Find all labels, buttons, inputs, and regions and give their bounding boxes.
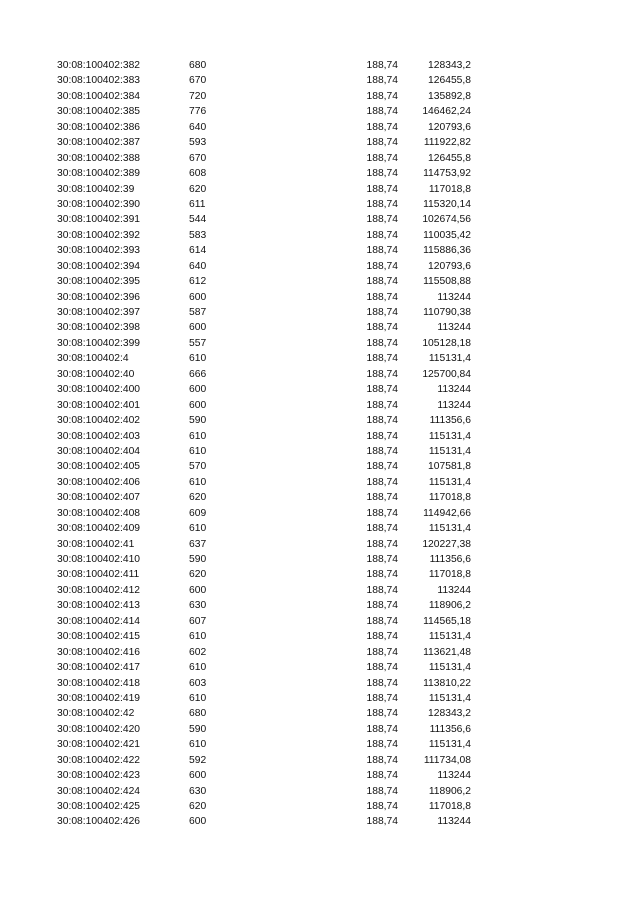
unit-price-cell: 188,74 — [366, 214, 398, 226]
quantity-cell: 610 — [189, 353, 207, 365]
unit-price-cell: 188,74 — [366, 801, 398, 812]
cadastral-number-cell: 30:08:100402:410 — [57, 554, 141, 565]
quantity-cell: 610 — [189, 445, 207, 457]
table-row — [0, 58, 640, 73]
quantity-cell: 608 — [189, 168, 207, 180]
table-row — [0, 691, 640, 706]
unit-price-cell: 188,74 — [366, 770, 398, 782]
table-row — [0, 290, 640, 305]
table-row — [0, 73, 640, 88]
cadastral-number-cell: 30:08:100402:412 — [57, 584, 141, 596]
table-row — [0, 459, 640, 474]
quantity-cell: 640 — [189, 121, 207, 133]
table-row — [0, 243, 640, 258]
cadastral-number-cell: 30:08:100402:389 — [57, 168, 141, 180]
total-value-cell: 115886,36 — [423, 245, 471, 257]
table-row — [0, 382, 640, 397]
table-row — [0, 506, 640, 521]
table-row — [0, 706, 640, 721]
total-value-cell: 117018,8 — [428, 492, 471, 504]
unit-price-cell: 188,74 — [366, 430, 398, 442]
cadastral-number-cell: 30:08:100402:405 — [57, 461, 141, 473]
table-row — [0, 197, 640, 212]
unit-price-cell: 188,74 — [366, 476, 398, 488]
unit-price-cell: 188,74 — [366, 384, 398, 396]
cadastral-number-cell: 30:08:100402:398 — [57, 322, 141, 334]
unit-price-cell: 188,74 — [366, 785, 398, 797]
table-row — [0, 351, 640, 366]
total-value-cell: 113244 — [437, 584, 471, 596]
unit-price-cell: 188,74 — [366, 754, 398, 766]
total-value-cell: 126455,8 — [428, 75, 471, 87]
cadastral-number-cell: 30:08:100402:413 — [57, 600, 141, 612]
table-row — [0, 722, 640, 737]
table-row — [0, 660, 640, 675]
unit-price-cell: 188,74 — [366, 692, 398, 704]
cadastral-number-cell: 30:08:100402:385 — [57, 106, 141, 118]
cadastral-number-cell: 30:08:100402:411 — [57, 569, 140, 581]
table-row — [0, 166, 640, 181]
cadastral-number-cell: 30:08:100402:421 — [57, 739, 141, 751]
cadastral-number-cell: 30:08:100402:384 — [57, 90, 141, 102]
cadastral-number-cell: 30:08:100402:387 — [57, 137, 141, 149]
unit-price-cell: 188,74 — [366, 353, 398, 365]
cadastral-number-cell: 30:08:100402:391 — [57, 214, 141, 226]
cadastral-number-cell: 30:08:100402:396 — [57, 291, 141, 303]
total-value-cell: 115131,4 — [428, 523, 471, 535]
table-row — [0, 552, 640, 567]
cadastral-number-cell: 30:08:100402:406 — [57, 476, 141, 488]
total-value-cell: 110035,42 — [423, 229, 471, 241]
quantity-cell: 570 — [189, 461, 207, 473]
quantity-cell: 614 — [189, 245, 207, 257]
total-value-cell: 111356,6 — [429, 554, 471, 565]
quantity-cell: 600 — [189, 399, 207, 411]
quantity-cell: 640 — [189, 260, 207, 272]
unit-price-cell: 188,74 — [366, 816, 398, 828]
quantity-cell: 590 — [189, 723, 207, 735]
table-row — [0, 182, 640, 197]
unit-price-cell: 188,74 — [366, 60, 398, 71]
table-row — [0, 567, 640, 582]
quantity-cell: 603 — [189, 677, 207, 689]
unit-price-cell: 188,74 — [366, 245, 398, 257]
table-row — [0, 444, 640, 459]
unit-price-cell: 188,74 — [366, 584, 398, 596]
total-value-cell: 113244 — [437, 322, 471, 334]
total-value-cell: 115320,14 — [423, 198, 471, 210]
unit-price-cell: 188,74 — [366, 538, 398, 550]
table-row — [0, 336, 640, 351]
unit-price-cell: 188,74 — [366, 461, 398, 473]
total-value-cell: 118906,2 — [428, 600, 471, 612]
table-row — [0, 614, 640, 629]
table-row — [0, 367, 640, 382]
quantity-cell: 610 — [189, 523, 207, 535]
unit-price-cell: 188,74 — [366, 260, 398, 272]
total-value-cell: 128343,2 — [428, 60, 471, 71]
table-row — [0, 89, 640, 104]
cadastral-number-cell: 30:08:100402:386 — [57, 121, 141, 133]
total-value-cell: 114753,92 — [423, 168, 471, 180]
data-table — [0, 58, 640, 830]
quantity-cell: 637 — [189, 538, 207, 550]
quantity-cell: 610 — [189, 692, 207, 704]
table-row — [0, 135, 640, 150]
total-value-cell: 120793,6 — [428, 121, 471, 133]
total-value-cell: 111356,6 — [429, 723, 471, 735]
quantity-cell: 620 — [189, 492, 207, 504]
cadastral-number-cell: 30:08:100402:407 — [57, 492, 141, 504]
cadastral-number-cell: 30:08:100402:423 — [57, 770, 141, 782]
table-row — [0, 645, 640, 660]
cadastral-number-cell: 30:08:100402:42 — [57, 708, 135, 720]
cadastral-number-cell: 30:08:100402:417 — [57, 662, 141, 674]
table-row — [0, 320, 640, 335]
unit-price-cell: 188,74 — [366, 631, 398, 643]
quantity-cell: 610 — [189, 430, 207, 442]
unit-price-cell: 188,74 — [366, 415, 398, 427]
table-row — [0, 737, 640, 752]
unit-price-cell: 188,74 — [366, 368, 398, 380]
table-row — [0, 151, 640, 166]
unit-price-cell: 188,74 — [366, 569, 398, 581]
quantity-cell: 593 — [189, 137, 207, 149]
quantity-cell: 680 — [189, 60, 207, 71]
quantity-cell: 557 — [189, 337, 207, 349]
unit-price-cell: 188,74 — [366, 90, 398, 102]
quantity-cell: 620 — [189, 183, 207, 195]
quantity-cell: 600 — [189, 384, 207, 396]
unit-price-cell: 188,74 — [366, 322, 398, 334]
table-row — [0, 768, 640, 783]
unit-price-cell: 188,74 — [366, 445, 398, 457]
total-value-cell: 146462,24 — [422, 106, 471, 118]
table-row — [0, 598, 640, 613]
cadastral-number-cell: 30:08:100402:414 — [57, 615, 141, 627]
total-value-cell: 113244 — [437, 399, 471, 411]
unit-price-cell: 188,74 — [366, 291, 398, 303]
cadastral-number-cell: 30:08:100402:395 — [57, 276, 141, 288]
quantity-cell: 630 — [189, 785, 207, 797]
unit-price-cell: 188,74 — [366, 662, 398, 674]
total-value-cell: 113621,48 — [423, 646, 471, 658]
table-row — [0, 104, 640, 119]
cadastral-number-cell: 30:08:100402:415 — [57, 631, 141, 643]
quantity-cell: 610 — [189, 739, 207, 751]
total-value-cell: 125700,84 — [422, 368, 471, 380]
table-row — [0, 259, 640, 274]
cadastral-number-cell: 30:08:100402:397 — [57, 307, 141, 318]
cadastral-number-cell: 30:08:100402:420 — [57, 723, 141, 735]
cadastral-number-cell: 30:08:100402:425 — [57, 801, 141, 812]
unit-price-cell: 188,74 — [366, 137, 398, 149]
cadastral-number-cell: 30:08:100402:401 — [57, 399, 141, 411]
total-value-cell: 111356,6 — [429, 415, 471, 427]
quantity-cell: 612 — [189, 276, 207, 288]
unit-price-cell: 188,74 — [366, 492, 398, 504]
total-value-cell: 110790,38 — [423, 307, 471, 318]
cadastral-number-cell: 30:08:100402:41 — [57, 538, 135, 550]
table-row — [0, 429, 640, 444]
unit-price-cell: 188,74 — [366, 121, 398, 133]
total-value-cell: 115131,4 — [428, 430, 471, 442]
total-value-cell: 126455,8 — [428, 152, 471, 164]
quantity-cell: 600 — [189, 816, 207, 828]
quantity-cell: 602 — [189, 646, 207, 658]
total-value-cell: 115131,4 — [428, 476, 471, 488]
total-value-cell: 120793,6 — [428, 260, 471, 272]
total-value-cell: 128343,2 — [428, 708, 471, 720]
table-row — [0, 490, 640, 505]
cadastral-number-cell: 30:08:100402:4 — [57, 353, 129, 365]
quantity-cell: 600 — [189, 322, 207, 334]
cadastral-number-cell: 30:08:100402:408 — [57, 507, 141, 519]
total-value-cell: 107581,8 — [428, 461, 471, 473]
quantity-cell: 720 — [189, 90, 207, 102]
table-row — [0, 212, 640, 227]
unit-price-cell: 188,74 — [366, 198, 398, 210]
quantity-cell: 620 — [189, 569, 207, 581]
table-row — [0, 753, 640, 768]
total-value-cell: 113244 — [437, 770, 471, 782]
quantity-cell: 544 — [189, 214, 207, 226]
quantity-cell: 592 — [189, 754, 207, 766]
unit-price-cell: 188,74 — [366, 708, 398, 720]
quantity-cell: 620 — [189, 801, 207, 812]
table-row — [0, 629, 640, 644]
cadastral-number-cell: 30:08:100402:39 — [57, 183, 135, 195]
total-value-cell: 115508,88 — [423, 276, 471, 288]
quantity-cell: 600 — [189, 770, 207, 782]
cadastral-number-cell: 30:08:100402:419 — [57, 692, 141, 704]
total-value-cell: 111922,82 — [423, 137, 471, 149]
total-value-cell: 102674,56 — [422, 214, 471, 226]
unit-price-cell: 188,74 — [366, 168, 398, 180]
quantity-cell: 610 — [189, 476, 207, 488]
cadastral-number-cell: 30:08:100402:422 — [57, 754, 141, 766]
unit-price-cell: 188,74 — [366, 507, 398, 519]
cadastral-number-cell: 30:08:100402:390 — [57, 198, 141, 210]
unit-price-cell: 188,74 — [366, 523, 398, 535]
total-value-cell: 117018,8 — [428, 183, 471, 195]
quantity-cell: 670 — [189, 152, 207, 164]
quantity-cell: 587 — [189, 307, 207, 318]
total-value-cell: 105128,18 — [422, 337, 471, 349]
quantity-cell: 670 — [189, 75, 207, 87]
total-value-cell: 115131,4 — [428, 662, 471, 674]
table-row — [0, 305, 640, 320]
quantity-cell: 600 — [189, 584, 207, 596]
quantity-cell: 610 — [189, 631, 207, 643]
total-value-cell: 114942,66 — [423, 507, 471, 519]
total-value-cell: 117018,8 — [428, 801, 471, 812]
total-value-cell: 115131,4 — [428, 445, 471, 457]
unit-price-cell: 188,74 — [366, 183, 398, 195]
unit-price-cell: 188,74 — [366, 554, 398, 565]
unit-price-cell: 188,74 — [366, 739, 398, 751]
table-row — [0, 784, 640, 799]
table-row — [0, 228, 640, 243]
total-value-cell: 113244 — [437, 291, 471, 303]
table-row — [0, 799, 640, 814]
total-value-cell: 114565,18 — [423, 615, 471, 627]
cadastral-number-cell: 30:08:100402:399 — [57, 337, 141, 349]
unit-price-cell: 188,74 — [366, 399, 398, 411]
table-row — [0, 120, 640, 135]
table-row — [0, 537, 640, 552]
total-value-cell: 115131,4 — [428, 692, 471, 704]
total-value-cell: 113244 — [437, 384, 471, 396]
cadastral-number-cell: 30:08:100402:404 — [57, 445, 141, 457]
total-value-cell: 111734,08 — [423, 754, 471, 766]
quantity-cell: 666 — [189, 368, 207, 380]
cadastral-number-cell: 30:08:100402:402 — [57, 415, 141, 427]
cadastral-number-cell: 30:08:100402:424 — [57, 785, 141, 797]
cadastral-number-cell: 30:08:100402:388 — [57, 152, 141, 164]
total-value-cell: 115131,4 — [428, 739, 471, 751]
quantity-cell: 680 — [189, 708, 207, 720]
cadastral-number-cell: 30:08:100402:383 — [57, 75, 141, 87]
unit-price-cell: 188,74 — [366, 75, 398, 87]
unit-price-cell: 188,74 — [366, 723, 398, 735]
cadastral-number-cell: 30:08:100402:416 — [57, 646, 141, 658]
quantity-cell: 776 — [189, 106, 207, 118]
unit-price-cell: 188,74 — [366, 615, 398, 627]
unit-price-cell: 188,74 — [366, 106, 398, 118]
table-row — [0, 413, 640, 428]
total-value-cell: 118906,2 — [428, 785, 471, 797]
table-row — [0, 676, 640, 691]
table-row — [0, 814, 640, 829]
table-row — [0, 398, 640, 413]
total-value-cell: 113244 — [437, 816, 471, 828]
table-row — [0, 521, 640, 536]
quantity-cell: 590 — [189, 415, 207, 427]
unit-price-cell: 188,74 — [366, 229, 398, 241]
unit-price-cell: 188,74 — [366, 337, 398, 349]
quantity-cell: 590 — [189, 554, 207, 565]
cadastral-number-cell: 30:08:100402:418 — [57, 677, 141, 689]
unit-price-cell: 188,74 — [366, 152, 398, 164]
cadastral-number-cell: 30:08:100402:426 — [57, 816, 141, 828]
cadastral-number-cell: 30:08:100402:392 — [57, 229, 141, 241]
table-row — [0, 583, 640, 598]
unit-price-cell: 188,74 — [366, 646, 398, 658]
quantity-cell: 583 — [189, 229, 207, 241]
total-value-cell: 135892,8 — [428, 90, 471, 102]
unit-price-cell: 188,74 — [366, 677, 398, 689]
unit-price-cell: 188,74 — [366, 307, 398, 318]
total-value-cell: 113810,22 — [423, 677, 471, 689]
cadastral-number-cell: 30:08:100402:403 — [57, 430, 141, 442]
cadastral-number-cell: 30:08:100402:400 — [57, 384, 141, 396]
total-value-cell: 115131,4 — [428, 631, 471, 643]
cadastral-number-cell: 30:08:100402:409 — [57, 523, 141, 535]
quantity-cell: 607 — [189, 615, 207, 627]
table-row — [0, 274, 640, 289]
total-value-cell: 115131,4 — [428, 353, 471, 365]
cadastral-number-cell: 30:08:100402:382 — [57, 60, 141, 71]
unit-price-cell: 188,74 — [366, 276, 398, 288]
total-value-cell: 117018,8 — [428, 569, 471, 581]
unit-price-cell: 188,74 — [366, 600, 398, 612]
quantity-cell: 609 — [189, 507, 207, 519]
cadastral-number-cell: 30:08:100402:393 — [57, 245, 141, 257]
total-value-cell: 120227,38 — [422, 538, 471, 550]
cadastral-number-cell: 30:08:100402:40 — [57, 368, 135, 380]
quantity-cell: 611 — [189, 198, 206, 210]
cadastral-number-cell: 30:08:100402:394 — [57, 260, 141, 272]
quantity-cell: 610 — [189, 662, 207, 674]
quantity-cell: 630 — [189, 600, 207, 612]
quantity-cell: 600 — [189, 291, 207, 303]
table-row — [0, 475, 640, 490]
